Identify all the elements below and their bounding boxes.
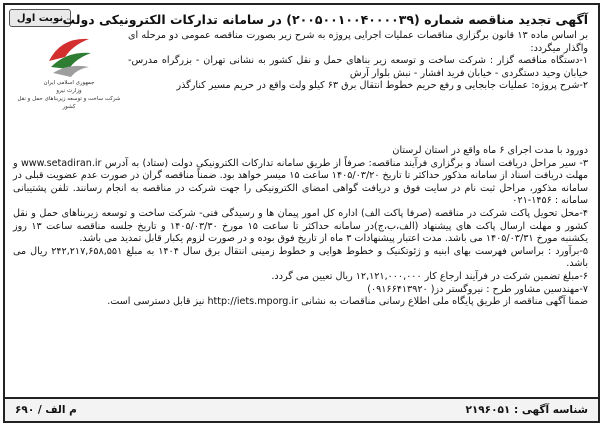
guarantee-paragraph: ۶-مبلغ تضمین شرکت در فرآیند ارجاع کار ۱۲,۱۲۱,۰۰۰,۰۰۰ ریال تعیین می گردد. [271,270,588,282]
organization-logo [13,31,125,113]
portal-paragraph: ضمنا آگهی مناقصه از طریق پایگاه ملی اطلاع رسانی مناقصات به نشانی http://iets.mporg.ir نیز قابل دسترسی است. [107,296,588,308]
logo-line-1: جمهوری اسلامی ایران [43,80,95,86]
document-process-paragraph: ۳- سیر مراحل دریافت اسناد و برگزاری فرآیند مناقصه: صرفاً از طریق سامانه تدارکات الکترونیکی دولت (ستاد) به آدرس www.setadiran.ir و مهلت دریافت اسناد از سامانه مذکور حداکثر تا تاریخ ۱۴۰۵/۰۳/۲۰ ساعت ۱۵ میسر خواهد بود. ضمناً مناقصه گران در صورت عدم عضویت قبلی در سامانه مذکور، مراحل ثبت نام در سایت فوق و دریافت گواهی امضای الکترونیکی را جهت شرکت در مناقصه به انجام رسانند. تلفن پشتیبانی سامانه : ۱۴۵۶-۰۲۱ [13,157,588,207]
notice-footer [5,397,598,421]
reference-code: م الف / ۶۹۰ [15,404,77,416]
project-duration-paragraph: دورود با مدت اجرای ۶ ماه واقع در استان لرستان [392,145,588,156]
notice-intro [128,30,588,93]
project-description-paragraph: ۲-شرح پروژه: عملیات جابجایی و رفع حریم خطوط انتقال برق ۶۳ کیلو ولت واقع در حریم مسیر کنارگذر [176,80,588,92]
delivery-paragraph: ۴-محل تحویل پاکت شرکت در مناقصه (صرفا پاکت الف) اداره کل امور پیمان ها و رسیدگی فنی- شرکت ساخت و توسعه زیربناهای حمل و نقل کشور و مهلت ارسال پاکت های پیشنهاد (الف،ب،ج)در سامانه حداکثر تا ساعت ۱۵ مورخ ۱۴۰۵/۰۳/۳۰ و تاریخ جلسه مناقصه ساعت ۱۳ روز یکشنبه مورخ ۱۴۰۵/۰۳/۳۱ می باشد. مدت اعتبار پیشنهادات ۳ ماه از تاریخ فوق بوده و در صورت لزوم یکبار قابل تمدید می باشد. [13,207,588,245]
tender-notice [3,3,600,423]
notice-title: آگهی تجدید مناقصه شماره (۲۰۰۵۰۰۱۰۰۴۰۰۰۰۳۹) در سامانه تدارکات الکترونیکی دولت [62,12,588,27]
estimate-paragraph: ۵-برآورد : براساس فهرست بهای ابنیه و ژئوتکنیک و خطوط هوایی و خطوط زمینی انتقال برق سال ۱۴۰۴ به مبلغ ۲۴۲,۲۱۷,۶۵۸,۵۵۱ ریال می باشد. [13,245,589,270]
intro-paragraph: بر اساس ماده ۱۳ قانون برگزاری مناقصات عملیات اجرایی پروژه به شرح زیر بصورت مناقصه عمومی دو مرحله ای واگذار میگردد: [128,30,589,54]
consultant-paragraph: ۷-مهندسین مشاور طرح : نیروگستر دز( ۰۹۱۶۶۴۱۳۹۲۰) [367,283,588,295]
logo-line-2: وزارت نیرو [56,88,82,94]
company-emblem-icon [43,31,95,79]
round-badge: نوبت اول [9,9,71,27]
logo-line-3: شرکت ساخت و توسعه زیربناهای حمل و نقل کشور [17,96,121,110]
tender-authority-paragraph: ۱-دستگاه مناقصه گزار : شرکت ساخت و توسعه زیر بناهای حمل و نقل کشور به نشانی تهران - بزرگراه مدرس- خیابان وحید دستگردی - خیابان فرید افشار - نبش بلوار آرش [128,55,588,79]
ad-id: شناسه آگهی : ۲۱۹۶۰۵۱ [465,404,588,416]
notice-body [13,145,588,309]
